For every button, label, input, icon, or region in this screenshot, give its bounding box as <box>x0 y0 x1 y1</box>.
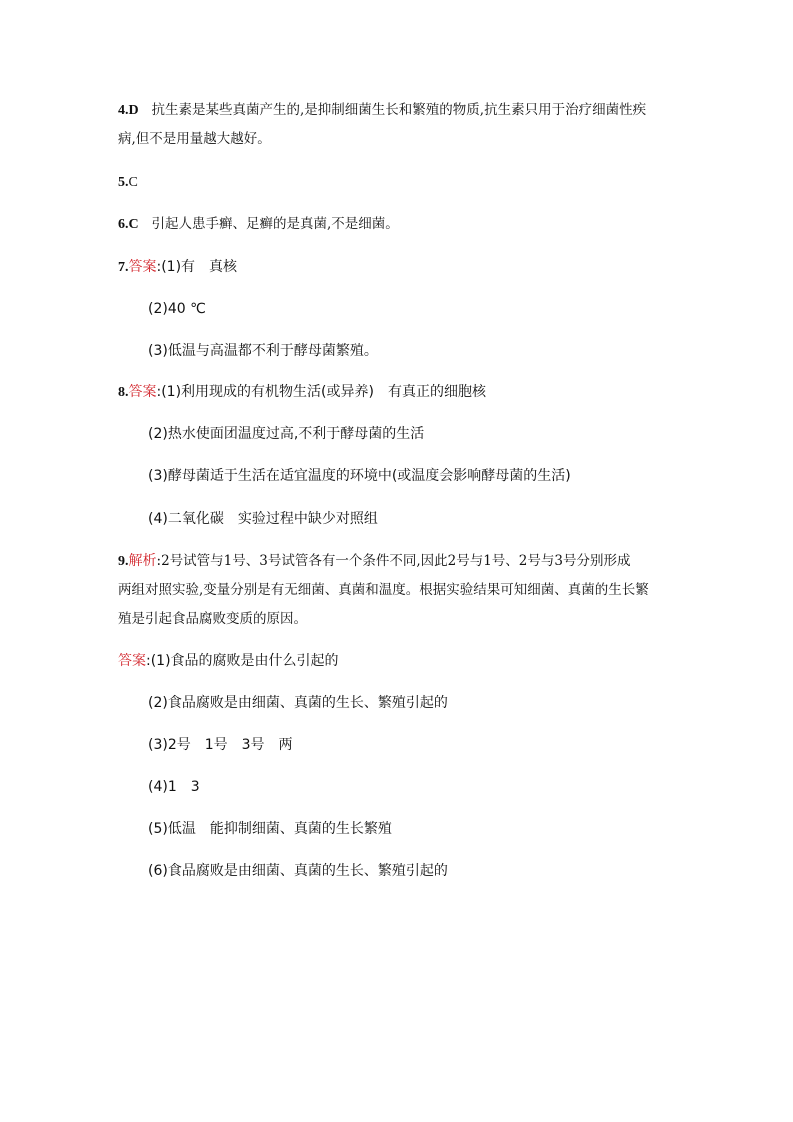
q7-header <box>118 259 237 276</box>
q4-explanation-1: 抗生素是某些真菌产生的,是抑制细菌生长和繁殖的物质,抗生素只用于治疗细菌性疾 <box>151 102 647 118</box>
q9-analysis-1: 2号试管与1号、3号试管各有一个条件不同,因此2号与1号、2号与3号分别形成 <box>161 553 631 569</box>
q6-answer: C <box>128 217 139 232</box>
q4-answer: D <box>128 103 139 118</box>
q8-answer-label: 答案 <box>128 384 157 400</box>
q6-explanation: 引起人患手癣、足癣的是真菌,不是细菌。 <box>151 216 399 232</box>
q8-item-3: (3)酵母菌适于生活在适宜温度的环境中(或温度会影响酵母菌的生活) <box>148 468 571 484</box>
q9-item-2: (2)食品腐败是由细菌、真菌的生长、繁殖引起的 <box>148 695 448 711</box>
q6-number: 6. <box>118 217 129 232</box>
q8-item-2: (2)热水使面团温度过高,不利于酵母菌的生活 <box>148 426 425 442</box>
q7-number: 7. <box>118 260 129 275</box>
q8-header <box>118 384 486 401</box>
q7-item-1: (1)有 真核 <box>161 259 238 275</box>
q8-item-4: (4)二氧化碳 实验过程中缺少对照组 <box>148 511 378 527</box>
q8-colon: : <box>156 384 162 400</box>
q9-analysis-3: 殖是引起食品腐败变质的原因。 <box>118 611 307 627</box>
q6-line <box>118 216 399 233</box>
q7-item-3: (3)低温与高温都不利于酵母菌繁殖。 <box>148 343 378 359</box>
q4-number: 4. <box>118 103 129 118</box>
q9-answer-label: 答案 <box>118 653 146 669</box>
q9-analysis-2: 两组对照实验,变量分别是有无细菌、真菌和温度。根据实验结果可知细菌、真菌的生长繁 <box>118 582 649 598</box>
q8-number: 8. <box>118 385 129 400</box>
q9-line1 <box>118 553 630 570</box>
q4-line2 <box>118 131 271 147</box>
q5-number: 5. <box>118 175 129 190</box>
q9-analysis-label: 解析 <box>128 553 157 569</box>
q5-line <box>118 174 138 191</box>
q9-item-4: (4)1 3 <box>148 779 200 795</box>
q7-answer-label: 答案 <box>128 259 157 275</box>
q9-item-3: (3)2号 1号 3号 两 <box>148 737 293 753</box>
q9-colon: : <box>156 553 162 569</box>
q8-item-1: (1)利用现成的有机物生活(或异养) 有真正的细胞核 <box>161 384 486 400</box>
q5-answer: C <box>128 175 138 190</box>
q9-answer-colon: : <box>146 653 151 669</box>
q7-colon: : <box>156 259 162 275</box>
q9-answer-header <box>118 653 339 669</box>
q4-line1 <box>118 102 646 119</box>
q4-explanation-2: 病,但不是用量越大越好。 <box>118 131 271 147</box>
q9-item-6: (6)食品腐败是由细菌、真菌的生长、繁殖引起的 <box>148 863 448 879</box>
q9-item-1: (1)食品的腐败是由什么引起的 <box>150 653 339 669</box>
q9-number: 9. <box>118 554 129 569</box>
q7-item-2: (2)40 ℃ <box>148 301 206 317</box>
q9-item-5: (5)低温 能抑制细菌、真菌的生长繁殖 <box>148 821 392 837</box>
